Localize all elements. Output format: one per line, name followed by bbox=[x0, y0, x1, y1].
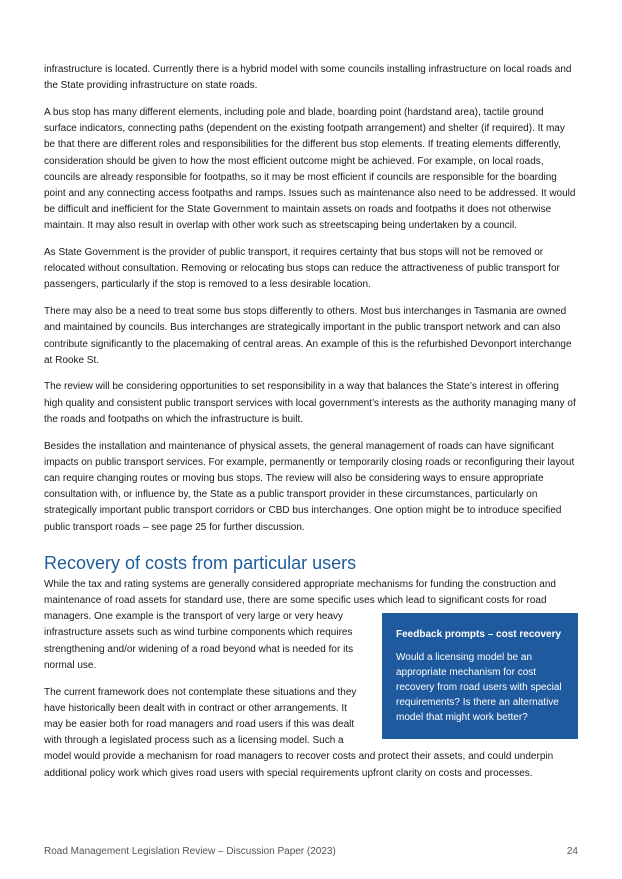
paragraph: The current framework does not contemplate these situations and they have historically been dealt with in contract or other arrangements. It may be easier both for road managers and road users if this was dealt with through a legislated process such as a licensing model. Such a model would provide a mechanism for road managers to recover costs and protect their assets, and could underpin additional policy work which gives road users with special requirements upfront clarity on costs and processes. bbox=[44, 686, 554, 779]
paragraph: A bus stop has many different elements, including pole and blade, boarding point (hardstand area), tactile ground surface indicators, connecting paths (dependent on the existing footpath arrangement) and shelter (if required). It may be that there are different roles and responsibilities for the different bus stop elements. If treating elements differently, consideration should be given to how the most efficient outcome might be achieved. For example, on local roads, councils are already responsible for footpaths, so it may be most efficient if councils are responsible for the boarding point and any connecting access footpaths and ramps. Issues such as maintenance also need to be addressed. It would be difficult and inefficient for the State Government to maintain assets on roads and footpaths it does not otherwise maintain. It may also result in overlap with other work such as streetscaping being undertaken by a council. bbox=[44, 106, 576, 232]
paragraph: As State Government is the provider of public transport, it requires certainty that bus stops will not be removed or relocated without consultation. Removing or relocating bus stops can reduce the attractiveness of public transport for passengers, particularly if the stop is removed to a less desirable location. bbox=[44, 247, 560, 291]
paragraph-lead: While the tax and rating systems are generally considered appropriate mechanisms for funding the construction and maintenance of road assets for standard use, there are some specific uses which lead to significant costs for bbox=[44, 578, 556, 606]
paragraph bbox=[44, 577, 576, 724]
page-number: 24 bbox=[566, 846, 578, 857]
paragraph: The review will be considering opportunities to set responsibility in a way that balances the State’s interest in offering high quality and consistent public transport services with local government’s interests as the authority managing many of the roads and footpaths on which the infrastructure is built. bbox=[44, 381, 576, 425]
paragraph: There may also be a need to treat some bus stops differently to others. Most bus interchanges in Tasmania are owned and maintained by councils. Bus interchanges are strategically important in the public transport network and can also contribute significantly to the placemaking of central areas. An example of this is the refurbished Devonport interchange at Rooke St. bbox=[44, 306, 572, 366]
callout-title: Feedback prompts – cost recovery bbox=[396, 629, 562, 641]
paragraph: Besides the installation and maintenance of physical assets, the general management of roads can have significant impacts on public transport services. For example, permanently or temporarily closing roads or reconfiguring their layout can require changing routes or moving bus stops. The review will also be considering ways to ensure appropriate consultation with, or influence by, the State as a public transport provider in these circumstances, particularly on strategically important public transport corridors or CBD bus interchanges. One option might be to introduce specified public transport roads – see page 25 for further discussion. bbox=[44, 440, 575, 533]
section-body bbox=[44, 577, 576, 782]
callout-text: Would a licensing model be an appropriate mechanism for cost recovery from road users with special requirements? Is there an alternative model that might work better? bbox=[396, 652, 562, 724]
feedback-callout bbox=[382, 613, 578, 739]
document-page bbox=[44, 62, 576, 792]
footer-title: Road Management Legislation Review – Discussion Paper (2023) bbox=[44, 846, 336, 857]
paragraph-rest: road managers. One example is the transport of very large or very heavy infrastructure assets such as wind turbine components which requires strengthening and/or widening of a road beyond what is needed for its normal use. bbox=[44, 594, 547, 671]
paragraph: infrastructure is located. Currently there is a hybrid model with some councils installing infrastructure on local roads and the State providing infrastructure on state roads. bbox=[44, 64, 572, 92]
section-heading: Recovery of costs from particular users bbox=[44, 552, 357, 573]
page-footer bbox=[44, 846, 578, 857]
